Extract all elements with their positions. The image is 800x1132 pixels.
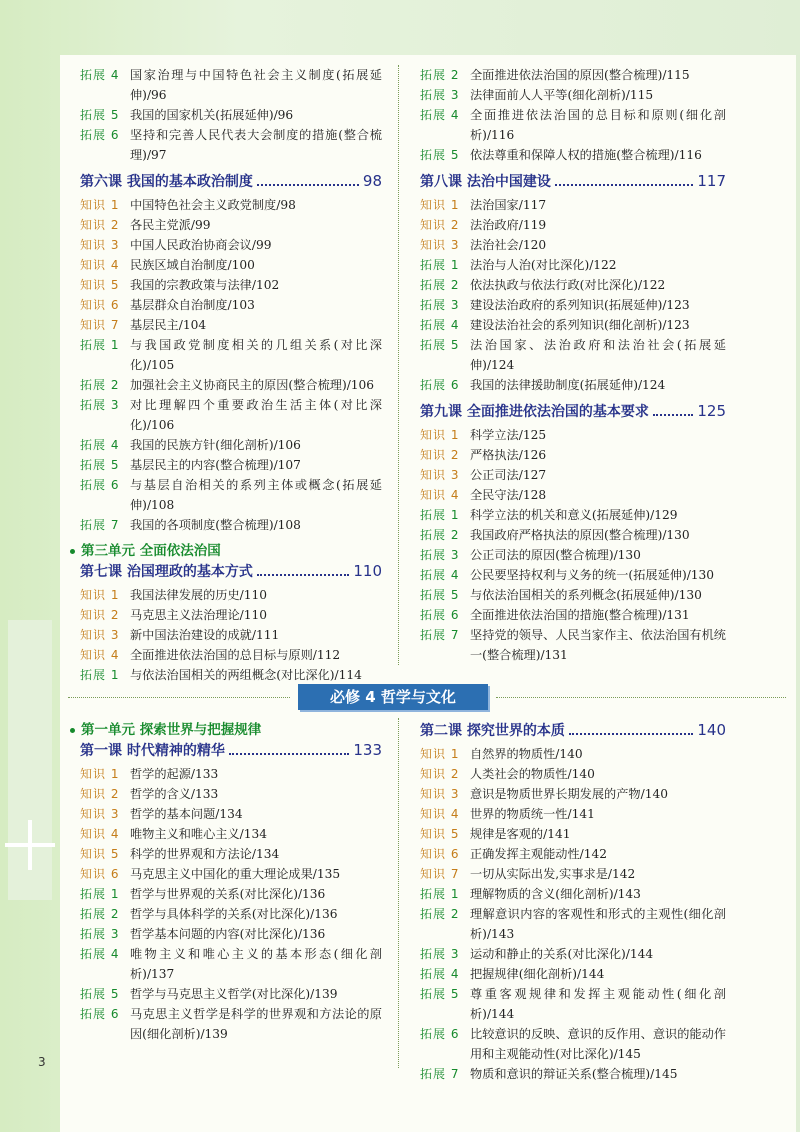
entry-tag: 拓展 2 — [420, 907, 460, 921]
entry-text: 马克思主义哲学是科学的世界观和方法论的原因(细化剖析)/139 — [130, 1007, 382, 1041]
entry-text: 我国的民族方针(细化剖析)/106 — [130, 438, 301, 452]
toc-entry[interactable] — [420, 335, 726, 375]
toc-entry[interactable] — [420, 605, 726, 625]
entry-tag: 拓展 5 — [80, 987, 120, 1001]
entry-tag: 拓展 4 — [80, 947, 120, 961]
toc-entry[interactable] — [80, 665, 382, 685]
entry-tag: 拓展 2 — [420, 528, 460, 542]
entry-text: 我国法律发展的历史/110 — [130, 588, 268, 602]
toc-entry[interactable] — [80, 645, 382, 665]
entry-text: 唯物主义和唯心主义/134 — [130, 827, 268, 841]
toc-entry[interactable] — [80, 1004, 382, 1044]
item-list — [80, 65, 382, 165]
toc-entry[interactable] — [420, 864, 726, 884]
entry-tag: 拓展 3 — [420, 947, 460, 961]
toc-entry[interactable] — [80, 764, 382, 784]
entry-tag: 知识 7 — [420, 867, 460, 881]
entry-text: 科学立法/125 — [470, 428, 547, 442]
toc-entry[interactable] — [420, 295, 726, 315]
entry-text: 与基层自治相关的系列主体或概念(拓展延伸)/108 — [130, 478, 382, 512]
entry-tag: 拓展 4 — [420, 967, 460, 981]
lesson-heading[interactable] — [80, 171, 382, 195]
entry-text: 新中国法治建设的成就/111 — [130, 628, 280, 642]
toc-entry[interactable] — [80, 335, 382, 375]
toc-entry[interactable] — [80, 435, 382, 455]
entry-tag: 拓展 2 — [420, 278, 460, 292]
entry-tag: 拓展 5 — [420, 987, 460, 1001]
toc-entry[interactable] — [420, 964, 726, 984]
entry-text: 唯物主义和唯心主义的基本形态(细化剖析)/137 — [130, 947, 382, 981]
item-list — [80, 585, 382, 685]
entry-tag: 知识 6 — [420, 847, 460, 861]
entry-tag: 拓展 6 — [420, 608, 460, 622]
entry-text: 比较意识的反映、意识的反作用、意识的能动作用和主观能动性(对比深化)/145 — [470, 1027, 726, 1061]
entry-tag: 拓展 1 — [420, 508, 460, 522]
toc-entry[interactable] — [80, 625, 382, 645]
entry-text: 尊重客观规律和发挥主观能动性(细化剖析)/144 — [470, 987, 726, 1021]
bottom-right-column — [420, 718, 726, 1084]
toc-entry[interactable] — [420, 1064, 726, 1084]
toc-entry[interactable] — [80, 195, 382, 215]
lesson-title: 第六课 我国的基本政治制度 — [80, 174, 253, 190]
toc-entry[interactable] — [420, 255, 726, 275]
entry-tag: 知识 1 — [80, 198, 120, 212]
toc-entry[interactable] — [80, 884, 382, 904]
entry-text: 法治政府/119 — [470, 218, 547, 232]
entry-tag: 拓展 5 — [420, 338, 460, 352]
entry-text: 哲学的起源/133 — [130, 767, 219, 781]
lesson-title: 第七课 治国理政的基本方式 — [80, 564, 253, 580]
entry-tag: 知识 4 — [80, 827, 120, 841]
entry-tag: 知识 1 — [80, 588, 120, 602]
toc-entry[interactable] — [420, 824, 726, 844]
entry-tag: 拓展 4 — [420, 318, 460, 332]
entry-text: 法律面前人人平等(细化剖析)/115 — [470, 88, 654, 102]
entry-text: 哲学与具体科学的关系(对比深化)/136 — [130, 907, 338, 921]
banner-line-left — [68, 697, 290, 698]
entry-tag: 知识 2 — [420, 767, 460, 781]
entry-tag: 知识 5 — [80, 847, 120, 861]
entry-text: 我国政府严格执法的原因(整合梳理)/130 — [470, 528, 690, 542]
entry-text: 公正司法/127 — [470, 468, 547, 482]
entry-tag: 拓展 3 — [420, 548, 460, 562]
bullet-icon — [70, 728, 75, 733]
item-list — [80, 764, 382, 1044]
toc-entry[interactable] — [420, 65, 726, 85]
toc-entry[interactable] — [420, 445, 726, 465]
entry-text: 公正司法的原因(整合梳理)/130 — [470, 548, 641, 562]
entry-text: 哲学的基本问题/134 — [130, 807, 243, 821]
unit-title: 第一单元 探索世界与把握规律 — [81, 722, 262, 738]
toc-entry[interactable] — [420, 215, 726, 235]
toc-entry[interactable] — [420, 235, 726, 255]
lesson-title: 第二课 探究世界的本质 — [420, 723, 565, 739]
entry-tag: 知识 2 — [420, 218, 460, 232]
toc-entry[interactable] — [420, 425, 726, 445]
entry-tag: 拓展 7 — [420, 1067, 460, 1081]
entry-text: 法治社会/120 — [470, 238, 547, 252]
entry-text: 与依法治国相关的两组概念(对比深化)/114 — [130, 668, 362, 682]
toc-entry[interactable] — [80, 844, 382, 864]
entry-text: 基层民主/104 — [130, 318, 207, 332]
toc-entry[interactable] — [420, 105, 726, 145]
entry-tag: 知识 4 — [420, 488, 460, 502]
lesson-page: 110 — [353, 562, 382, 580]
entry-text: 意识是物质世界长期发展的产物/140 — [470, 787, 668, 801]
top-right-column — [420, 65, 726, 665]
toc-entry[interactable] — [420, 585, 726, 605]
entry-tag: 知识 2 — [80, 218, 120, 232]
entry-text: 理解意识内容的客观性和形式的主观性(细化剖析)/143 — [470, 907, 726, 941]
unit-heading[interactable] — [70, 718, 382, 740]
toc-entry[interactable] — [420, 485, 726, 505]
entry-text: 科学立法的机关和意义(拓展延伸)/129 — [470, 508, 678, 522]
toc-entry[interactable] — [80, 255, 382, 275]
entry-text: 中国特色社会主义政党制度/98 — [130, 198, 296, 212]
entry-text: 民族区域自治制度/100 — [130, 258, 255, 272]
entry-tag: 知识 1 — [420, 428, 460, 442]
entry-text: 与依法治国相关的系列概念(拓展延伸)/130 — [470, 588, 702, 602]
page-number: 3 — [38, 1055, 46, 1069]
entry-text: 马克思主义中国化的重大理论成果/135 — [130, 867, 341, 881]
entry-tag: 拓展 5 — [420, 588, 460, 602]
bottom-left-column — [80, 718, 382, 1044]
entry-tag: 拓展 5 — [80, 108, 120, 122]
entry-tag: 知识 4 — [420, 807, 460, 821]
entry-tag: 拓展 6 — [80, 478, 120, 492]
entry-text: 理解物质的含义(细化剖析)/143 — [470, 887, 641, 901]
toc-entry[interactable] — [80, 215, 382, 235]
toc-entry[interactable] — [420, 904, 726, 944]
entry-tag: 拓展 6 — [80, 128, 120, 142]
entry-tag: 知识 7 — [80, 318, 120, 332]
item-list — [420, 744, 726, 1084]
toc-entry[interactable] — [420, 375, 726, 395]
lesson-heading[interactable] — [420, 720, 726, 744]
entry-tag: 拓展 7 — [420, 628, 460, 642]
lesson-heading[interactable] — [420, 401, 726, 425]
entry-tag: 知识 2 — [80, 608, 120, 622]
toc-entry[interactable] — [420, 625, 726, 665]
entry-text: 物质和意识的辩证关系(整合梳理)/145 — [470, 1067, 678, 1081]
top-left-column — [80, 65, 382, 685]
entry-tag: 拓展 4 — [80, 68, 120, 82]
entry-text: 各民主党派/99 — [130, 218, 211, 232]
toc-entry[interactable] — [80, 375, 382, 395]
entry-tag: 知识 1 — [420, 747, 460, 761]
toc-entry[interactable] — [420, 465, 726, 485]
entry-text: 运动和静止的关系(对比深化)/144 — [470, 947, 654, 961]
entry-tag: 知识 6 — [80, 867, 120, 881]
toc-entry[interactable] — [420, 764, 726, 784]
lesson-heading[interactable] — [80, 740, 382, 764]
entry-tag: 拓展 1 — [80, 338, 120, 352]
entry-text: 法治国家/117 — [470, 198, 547, 212]
lesson-page: 117 — [697, 172, 726, 190]
lesson-title: 第九课 全面推进依法治国的基本要求 — [420, 404, 649, 420]
entry-text: 基层群众自治制度/103 — [130, 298, 255, 312]
toc-entry[interactable] — [420, 884, 726, 904]
entry-tag: 拓展 2 — [80, 378, 120, 392]
entry-tag: 知识 2 — [420, 448, 460, 462]
toc-entry[interactable] — [420, 315, 726, 335]
entry-text: 全民守法/128 — [470, 488, 547, 502]
toc-entry[interactable] — [420, 984, 726, 1024]
entry-text: 哲学的含义/133 — [130, 787, 219, 801]
entry-tag: 知识 3 — [420, 787, 460, 801]
entry-text: 哲学基本问题的内容(对比深化)/136 — [130, 927, 326, 941]
lesson-title: 第八课 法治中国建设 — [420, 174, 551, 190]
toc-entry[interactable] — [80, 804, 382, 824]
toc-entry[interactable] — [80, 904, 382, 924]
entry-text: 全面推进依法治国的总目标和原则(细化剖析)/116 — [470, 108, 726, 142]
entry-tag: 拓展 2 — [80, 907, 120, 921]
toc-entry[interactable] — [80, 605, 382, 625]
entry-tag: 拓展 4 — [420, 568, 460, 582]
toc-entry[interactable] — [420, 505, 726, 525]
entry-tag: 拓展 5 — [80, 458, 120, 472]
lesson-heading[interactable] — [80, 561, 382, 585]
entry-text: 中国人民政治协商会议/99 — [130, 238, 272, 252]
entry-tag: 拓展 4 — [420, 108, 460, 122]
banner-line-right — [496, 697, 786, 698]
entry-tag: 知识 6 — [80, 298, 120, 312]
entry-text: 建设法治社会的系列知识(细化剖析)/123 — [470, 318, 690, 332]
entry-text: 哲学与马克思主义哲学(对比深化)/139 — [130, 987, 338, 1001]
entry-text: 对比理解四个重要政治生活主体(对比深化)/106 — [130, 398, 382, 432]
entry-tag: 拓展 6 — [420, 1027, 460, 1041]
section-banner: 必修 4 哲学与文化 — [298, 684, 488, 710]
item-list — [420, 65, 726, 165]
entry-text: 我国的国家机关(拓展延伸)/96 — [130, 108, 294, 122]
entry-text: 全面推进依法治国的措施(整合梳理)/131 — [470, 608, 690, 622]
entry-text: 哲学与世界观的关系(对比深化)/136 — [130, 887, 326, 901]
entry-tag: 拓展 6 — [420, 378, 460, 392]
toc-entry[interactable] — [80, 105, 382, 125]
entry-tag: 拓展 5 — [420, 148, 460, 162]
entry-text: 坚持党的领导、人民当家作主、依法治国有机统一(整合梳理)/131 — [470, 628, 726, 662]
entry-tag: 知识 3 — [420, 468, 460, 482]
entry-text: 公民要坚持权利与义务的统一(拓展延伸)/130 — [470, 568, 715, 582]
leader-dots — [555, 184, 693, 186]
unit-heading[interactable] — [70, 539, 382, 561]
toc-entry[interactable] — [420, 525, 726, 545]
entry-tag: 拓展 1 — [420, 258, 460, 272]
lesson-title: 第一课 时代精神的精华 — [80, 743, 225, 759]
entry-text: 我国的法律援助制度(拓展延伸)/124 — [470, 378, 666, 392]
entry-tag: 知识 4 — [80, 648, 120, 662]
toc-entry[interactable] — [420, 145, 726, 165]
toc-entry[interactable] — [420, 944, 726, 964]
toc-entry[interactable] — [80, 864, 382, 884]
entry-tag: 知识 2 — [80, 787, 120, 801]
entry-tag: 拓展 6 — [80, 1007, 120, 1021]
entry-tag: 知识 5 — [80, 278, 120, 292]
toc-entry[interactable] — [80, 235, 382, 255]
item-list — [80, 195, 382, 535]
entry-text: 规律是客观的/141 — [470, 827, 571, 841]
toc-entry[interactable] — [80, 275, 382, 295]
entry-text: 科学的世界观和方法论/134 — [130, 847, 280, 861]
lesson-page: 98 — [362, 172, 382, 190]
toc-entry[interactable] — [80, 65, 382, 105]
bullet-icon — [70, 549, 75, 554]
lesson-page: 140 — [697, 721, 726, 739]
entry-tag: 拓展 3 — [420, 298, 460, 312]
entry-tag: 知识 4 — [80, 258, 120, 272]
entry-tag: 知识 1 — [80, 767, 120, 781]
leader-dots — [229, 753, 349, 755]
entry-text: 自然界的物质性/140 — [470, 747, 583, 761]
entry-text: 法治国家、法治政府和法治社会(拓展延伸)/124 — [470, 338, 726, 372]
leader-dots — [257, 574, 349, 576]
entry-text: 马克思主义法治理论/110 — [130, 608, 268, 622]
toc-entry[interactable] — [80, 125, 382, 165]
toc-entry[interactable] — [80, 475, 382, 515]
toc-entry[interactable] — [420, 804, 726, 824]
entry-text: 与我国政党制度相关的几组关系(对比深化)/105 — [130, 338, 382, 372]
entry-text: 我国的各项制度(整合梳理)/108 — [130, 518, 301, 532]
entry-text: 全面推进依法治国的原因(整合梳理)/115 — [470, 68, 690, 82]
lesson-page: 133 — [353, 741, 382, 759]
entry-tag: 知识 1 — [420, 198, 460, 212]
toc-entry[interactable] — [420, 744, 726, 764]
entry-text: 人类社会的物质性/140 — [470, 767, 595, 781]
entry-tag: 拓展 1 — [80, 887, 120, 901]
entry-tag: 知识 3 — [80, 807, 120, 821]
entry-text: 基层民主的内容(整合梳理)/107 — [130, 458, 301, 472]
entry-tag: 拓展 3 — [80, 398, 120, 412]
entry-text: 建设法治政府的系列知识(拓展延伸)/123 — [470, 298, 690, 312]
toc-entry[interactable] — [80, 585, 382, 605]
entry-tag: 拓展 3 — [80, 927, 120, 941]
entry-tag: 拓展 3 — [420, 88, 460, 102]
entry-tag: 拓展 1 — [420, 887, 460, 901]
toc-entry[interactable] — [420, 784, 726, 804]
toc-entry[interactable] — [420, 195, 726, 215]
entry-tag: 知识 3 — [80, 238, 120, 252]
leader-dots — [569, 733, 693, 735]
toc-entry[interactable] — [80, 515, 382, 535]
entry-text: 世界的物质统一性/141 — [470, 807, 595, 821]
column-divider — [398, 718, 399, 1068]
entry-text: 国家治理与中国特色社会主义制度(拓展延伸)/96 — [130, 68, 382, 102]
entry-text: 加强社会主义协商民主的原因(整合梳理)/106 — [130, 378, 375, 392]
toc-entry[interactable] — [420, 275, 726, 295]
entry-text: 坚持和完善人民代表大会制度的措施(整合梳理)/97 — [130, 128, 382, 162]
entry-text: 依法尊重和保障人权的措施(整合梳理)/116 — [470, 148, 702, 162]
toc-entry[interactable] — [80, 984, 382, 1004]
toc-entry[interactable] — [80, 784, 382, 804]
toc-entry[interactable] — [80, 924, 382, 944]
unit-title: 第三单元 全面依法治国 — [81, 543, 221, 559]
entry-tag: 拓展 2 — [420, 68, 460, 82]
entry-text: 把握规律(细化剖析)/144 — [470, 967, 605, 981]
entry-tag: 知识 3 — [80, 628, 120, 642]
toc-entry[interactable] — [80, 455, 382, 475]
toc-entry[interactable] — [80, 315, 382, 335]
entry-tag: 拓展 1 — [80, 668, 120, 682]
toc-entry[interactable] — [420, 1024, 726, 1064]
entry-text: 我国的宗教政策与法律/102 — [130, 278, 280, 292]
toc-entry[interactable] — [420, 565, 726, 585]
toc-entry[interactable] — [80, 824, 382, 844]
entry-text: 正确发挥主观能动性/142 — [470, 847, 608, 861]
decorative-grid-icon — [0, 620, 60, 900]
item-list — [420, 425, 726, 665]
entry-tag: 拓展 7 — [80, 518, 120, 532]
entry-text: 依法执政与依法行政(对比深化)/122 — [470, 278, 666, 292]
leader-dots — [257, 184, 359, 186]
toc-entry[interactable] — [420, 545, 726, 565]
entry-tag: 知识 5 — [420, 827, 460, 841]
toc-entry[interactable] — [420, 844, 726, 864]
leader-dots — [653, 414, 693, 416]
toc-entry[interactable] — [420, 85, 726, 105]
entry-text: 严格执法/126 — [470, 448, 547, 462]
toc-entry[interactable] — [80, 395, 382, 435]
lesson-page: 125 — [697, 402, 726, 420]
toc-entry[interactable] — [80, 295, 382, 315]
entry-text: 一切从实际出发,实事求是/142 — [470, 867, 636, 881]
toc-entry[interactable] — [80, 944, 382, 984]
item-list — [420, 195, 726, 395]
entry-text: 法治与人治(对比深化)/122 — [470, 258, 617, 272]
entry-text: 全面推进依法治国的总目标与原则/112 — [130, 648, 341, 662]
lesson-heading[interactable] — [420, 171, 726, 195]
entry-tag: 拓展 4 — [80, 438, 120, 452]
column-divider — [398, 65, 399, 665]
entry-tag: 知识 3 — [420, 238, 460, 252]
